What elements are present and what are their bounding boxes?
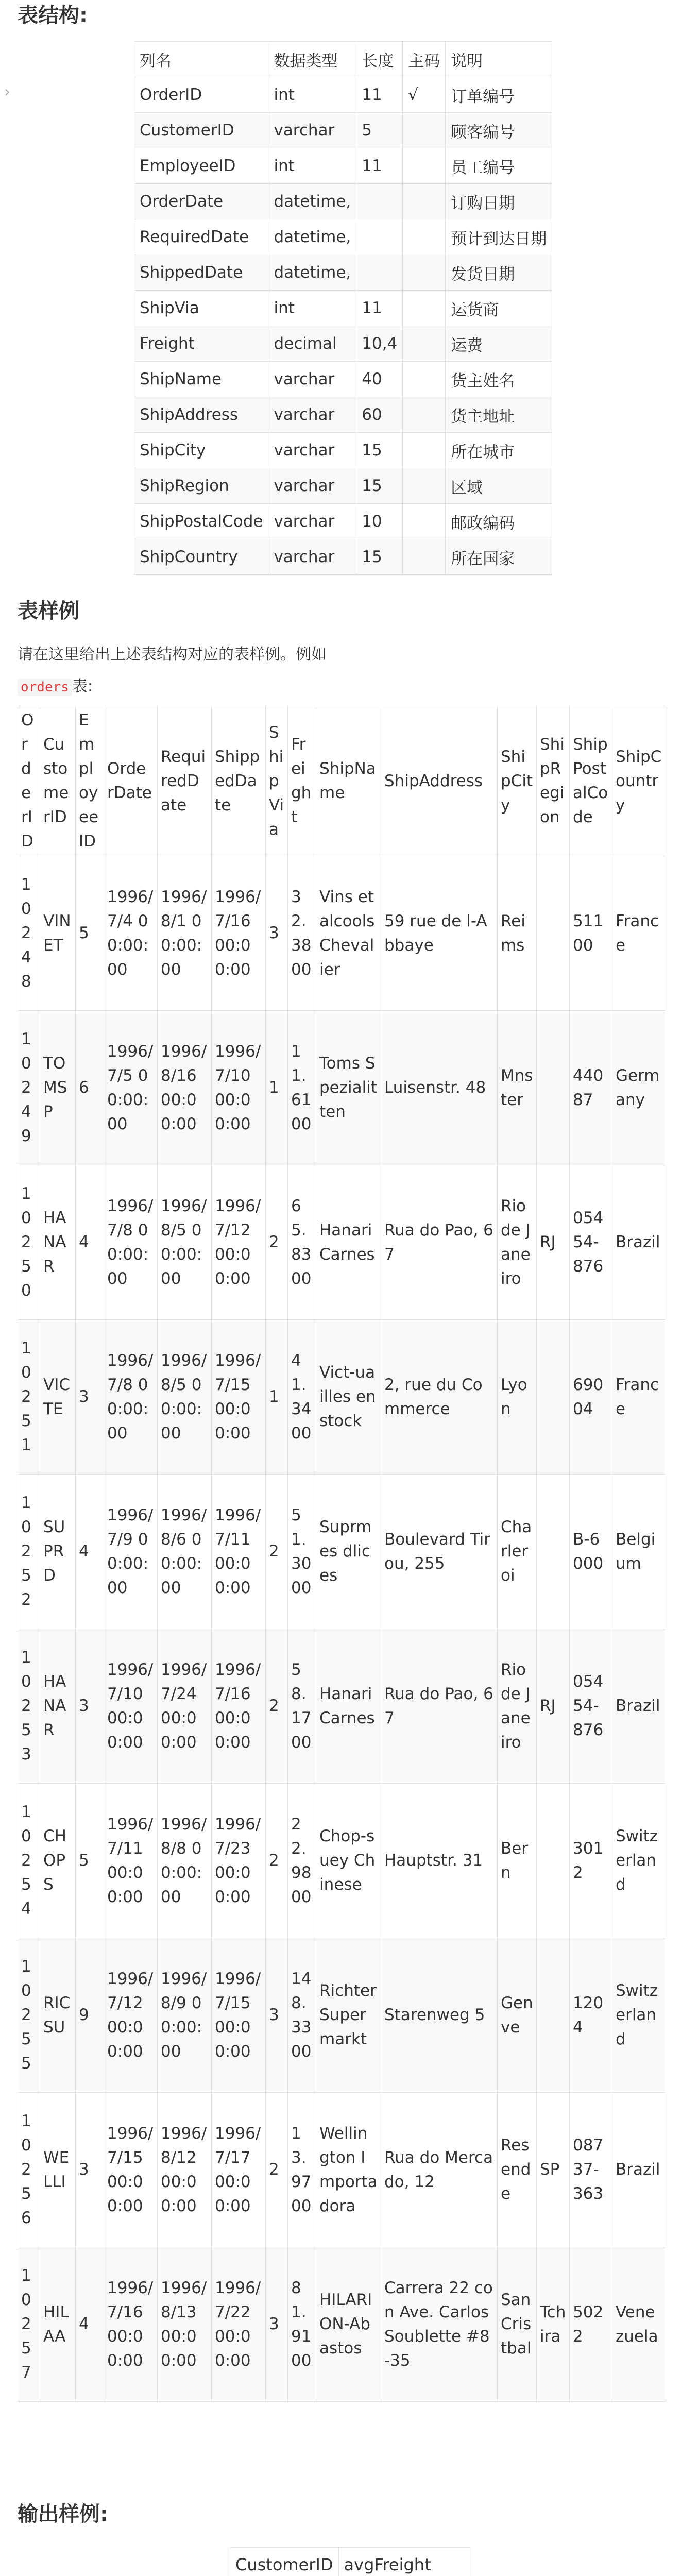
schema-cell (403, 148, 446, 184)
sample-row (18, 1475, 666, 1629)
schema-cell: 订单编号 (446, 77, 552, 113)
schema-cell: 10 (356, 504, 403, 539)
schema-cell: 10,4 (356, 326, 403, 362)
sample-cell: 4 (76, 1475, 104, 1629)
schema-cell: 所在城市 (446, 433, 552, 468)
schema-cell: 发货日期 (446, 255, 552, 291)
sample-cell (537, 1320, 570, 1475)
sample-cell: 1 (266, 1011, 288, 1165)
sample-cell: 10255 (18, 1938, 40, 2093)
schema-row (134, 77, 552, 113)
sample-cell: WELLI (40, 2093, 76, 2247)
schema-row (134, 148, 552, 184)
schema-cell: datetime, (268, 219, 356, 255)
sample-cell: Rua do Mercado, 12 (381, 2093, 498, 2247)
sample-cell: 81.9100 (288, 2247, 316, 2402)
sample-cell: 1996/8/1 00:00:00 (158, 856, 212, 1011)
sample-cell: Mnster (498, 1011, 537, 1165)
schema-cell: varchar (268, 433, 356, 468)
sample-cell: Richter Supermarkt (316, 1938, 381, 2093)
sample-cell: 05454-876 (570, 1165, 612, 1320)
sample-cell: 1996/7/23 00:00:00 (212, 1784, 266, 1938)
schema-row (134, 362, 552, 397)
sample-cell: 65.8300 (288, 1165, 316, 1320)
sample-cell: Brazil (612, 1629, 666, 1784)
schema-row (134, 219, 552, 255)
schema-cell: ShipName (134, 362, 268, 397)
schema-header-cell: 长度 (356, 42, 403, 77)
schema-cell (403, 539, 446, 575)
sample-row (18, 1011, 666, 1165)
sample-header-cell: ShipCity (498, 706, 537, 856)
sample-cell: CHOPS (40, 1784, 76, 1938)
sample-table (18, 706, 666, 2402)
sample-cell: 6 (76, 1011, 104, 1165)
sample-cell: 148.3300 (288, 1938, 316, 2093)
sample-cell: Brazil (612, 2093, 666, 2247)
schema-row (134, 113, 552, 148)
schema-row (134, 255, 552, 291)
schema-cell: 40 (356, 362, 403, 397)
sample-cell: 1996/8/6 00:00:00 (158, 1475, 212, 1629)
sample-cell: Suprmes dlices (316, 1475, 381, 1629)
schema-cell: 15 (356, 468, 403, 504)
sample-cell: Bern (498, 1784, 537, 1938)
sample-cell: 2, rue du Commerce (381, 1320, 498, 1475)
schema-header-cell: 列名 (134, 42, 268, 77)
sample-cell: France (612, 1320, 666, 1475)
sample-cell: 1996/7/8 00:00:00 (104, 1165, 158, 1320)
sample-cell: Rua do Pao, 67 (381, 1629, 498, 1784)
sample-cell: Chop-suey Chinese (316, 1784, 381, 1938)
sample-cell: 2 (266, 2093, 288, 2247)
sample-heading: 表样例 (18, 599, 79, 623)
sample-cell: 1996/7/17 00:00:00 (212, 2093, 266, 2247)
sample-header-cell: ShipVia (266, 706, 288, 856)
schema-cell: OrderDate (134, 184, 268, 219)
sample-cell: 3 (266, 2247, 288, 2402)
sample-cell: 1996/7/12 00:00:00 (212, 1165, 266, 1320)
schema-cell: ShipCountry (134, 539, 268, 575)
sample-cell: 9 (76, 1938, 104, 2093)
sample-row (18, 1165, 666, 1320)
sample-cell (537, 1938, 570, 2093)
schema-cell: decimal (268, 326, 356, 362)
sample-cell: 41.3400 (288, 1320, 316, 1475)
schema-cell: 订购日期 (446, 184, 552, 219)
sample-cell: SUPRD (40, 1475, 76, 1629)
sample-cell: 10253 (18, 1629, 40, 1784)
sample-cell: 1204 (570, 1938, 612, 2093)
schema-cell (403, 468, 446, 504)
schema-row (134, 468, 552, 504)
schema-cell (403, 326, 446, 362)
sample-header-cell: OrderDate (104, 706, 158, 856)
sample-header-cell: ShipCountry (612, 706, 666, 856)
sample-cell: Hauptstr. 31 (381, 1784, 498, 1938)
sample-header-cell: RequiredDate (158, 706, 212, 856)
sample-row (18, 1320, 666, 1475)
sample-cell (537, 1475, 570, 1629)
sample-cell: B-6000 (570, 1475, 612, 1629)
sample-row (18, 2247, 666, 2402)
sample-cell: 1996/7/11 00:00:00 (212, 1475, 266, 1629)
sample-cell: 3 (266, 1938, 288, 2093)
schema-cell: 区域 (446, 468, 552, 504)
sample-cell: 05454-876 (570, 1629, 612, 1784)
sample-header-cell: OrderID (18, 706, 40, 856)
schema-cell: datetime, (268, 184, 356, 219)
sample-row (18, 1784, 666, 1938)
schema-cell: varchar (268, 397, 356, 433)
schema-cell: 预计到达日期 (446, 219, 552, 255)
sample-cell: RJ (537, 1165, 570, 1320)
schema-cell: 5 (356, 113, 403, 148)
sample-header-cell: Freight (288, 706, 316, 856)
sample-cell: Lyon (498, 1320, 537, 1475)
sample-cell: 10251 (18, 1320, 40, 1475)
sample-cell: 10248 (18, 856, 40, 1011)
sample-cell: Boulevard Tirou, 255 (381, 1475, 498, 1629)
sample-cell (537, 856, 570, 1011)
schema-cell: ShipVia (134, 291, 268, 326)
sample-cell: Luisenstr. 48 (381, 1011, 498, 1165)
sample-cell: 1996/8/5 00:00:00 (158, 1165, 212, 1320)
sample-cell: 10250 (18, 1165, 40, 1320)
sample-cell: 1996/7/16 00:00:00 (104, 2247, 158, 2402)
sample-cell: 22.9800 (288, 1784, 316, 1938)
schema-cell (403, 255, 446, 291)
schema-cell: √ (403, 77, 446, 113)
sample-cell: 58.1700 (288, 1629, 316, 1784)
sample-cell: 1996/8/12 00:00:00 (158, 2093, 212, 2247)
schema-cell: 货主姓名 (446, 362, 552, 397)
sample-cell: 1996/7/15 00:00:00 (212, 1320, 266, 1475)
schema-cell: 15 (356, 433, 403, 468)
schema-cell: varchar (268, 113, 356, 148)
sample-cell: Genve (498, 1938, 537, 2093)
sample-cell: 10249 (18, 1011, 40, 1165)
sample-header-cell: ShipAddress (381, 706, 498, 856)
schema-cell: 60 (356, 397, 403, 433)
sample-row (18, 856, 666, 1011)
sample-cell: 1996/8/5 00:00:00 (158, 1320, 212, 1475)
sample-cell: 2 (266, 1165, 288, 1320)
sample-cell: HILAA (40, 2247, 76, 2402)
sample-cell: RICSU (40, 1938, 76, 2093)
schema-cell: 顾客编号 (446, 113, 552, 148)
schema-cell: 15 (356, 539, 403, 575)
schema-cell: 运费 (446, 326, 552, 362)
sample-cell: Germany (612, 1011, 666, 1165)
sample-cell: 4 (76, 1165, 104, 1320)
schema-cell: varchar (268, 504, 356, 539)
schema-row (134, 291, 552, 326)
schema-cell: ShipCity (134, 433, 268, 468)
schema-cell (403, 397, 446, 433)
schema-cell: ShipRegion (134, 468, 268, 504)
sample-cell: 1996/7/22 00:00:00 (212, 2247, 266, 2402)
schema-header-cell: 数据类型 (268, 42, 356, 77)
sample-cell: Wellington Importadora (316, 2093, 381, 2247)
schema-cell: int (268, 148, 356, 184)
schema-cell: int (268, 77, 356, 113)
schema-cell: ShippedDate (134, 255, 268, 291)
schema-cell: CustomerID (134, 113, 268, 148)
sample-header-cell: EmployeeID (76, 706, 104, 856)
sample-cell: 1996/7/9 00:00:00 (104, 1475, 158, 1629)
sample-cell: Hanari Carnes (316, 1629, 381, 1784)
sample-cell: 1996/7/16 00:00:00 (212, 1629, 266, 1784)
schema-header-row (134, 42, 552, 77)
sample-cell: Rio de Janeiro (498, 1629, 537, 1784)
sample-cell: Rua do Pao, 67 (381, 1165, 498, 1320)
sample-cell: 11.6100 (288, 1011, 316, 1165)
sample-cell: SP (537, 2093, 570, 2247)
sample-cell: 10252 (18, 1475, 40, 1629)
schema-cell: 员工编号 (446, 148, 552, 184)
schema-row (134, 397, 552, 433)
sample-cell: Charleroi (498, 1475, 537, 1629)
schema-cell (356, 255, 403, 291)
schema-cell: datetime, (268, 255, 356, 291)
expand-arrow-icon[interactable]: › (4, 83, 10, 101)
schema-row (134, 433, 552, 468)
sample-cell: 3012 (570, 1784, 612, 1938)
sample-cell: 1996/7/10 00:00:00 (212, 1011, 266, 1165)
schema-cell: varchar (268, 362, 356, 397)
sample-cell (537, 1784, 570, 1938)
schema-cell: 运货商 (446, 291, 552, 326)
sample-cell: HANAR (40, 1629, 76, 1784)
schema-cell (403, 433, 446, 468)
sample-cell: France (612, 856, 666, 1011)
sample-cell: 1996/8/13 00:00:00 (158, 2247, 212, 2402)
sample-cell: 13.9700 (288, 2093, 316, 2247)
schema-row (134, 326, 552, 362)
sample-cell: 3 (76, 2093, 104, 2247)
schema-cell (403, 184, 446, 219)
schema-row (134, 504, 552, 539)
schema-cell (356, 184, 403, 219)
sample-cell: 3 (266, 856, 288, 1011)
sample-cell: 10257 (18, 2247, 40, 2402)
sample-cell: 1996/7/15 00:00:00 (104, 2093, 158, 2247)
sample-cell: 69004 (570, 1320, 612, 1475)
sample-cell: 2 (266, 1784, 288, 1938)
sample-cell: 1996/7/11 00:00:00 (104, 1784, 158, 1938)
schema-cell: int (268, 291, 356, 326)
sample-cell: 1 (266, 1320, 288, 1475)
output-header-cell: CustomerID (230, 2548, 339, 2576)
sample-cell: 08737-363 (570, 2093, 612, 2247)
sample-cell: VICTE (40, 1320, 76, 1475)
sample-cell: 5 (76, 856, 104, 1011)
sample-cell: Brazil (612, 1165, 666, 1320)
sample-cell: TOMSP (40, 1011, 76, 1165)
sample-row (18, 2093, 666, 2247)
schema-header-cell: 说明 (446, 42, 552, 77)
sample-cell: 10254 (18, 1784, 40, 1938)
sample-cell: 5022 (570, 2247, 612, 2402)
schema-row (134, 184, 552, 219)
sample-cell: 3 (76, 1320, 104, 1475)
sample-cell: Switzerland (612, 1784, 666, 1938)
sample-row (18, 1938, 666, 2093)
sample-cell: 1996/8/16 00:00:00 (158, 1011, 212, 1165)
schema-header-cell: 主码 (403, 42, 446, 77)
schema-cell: ShipPostalCode (134, 504, 268, 539)
schema-table (134, 41, 552, 575)
sample-cell: Hanari Carnes (316, 1165, 381, 1320)
schema-cell (403, 504, 446, 539)
sample-header-cell: ShipRegion (537, 706, 570, 856)
schema-cell: 所在国家 (446, 539, 552, 575)
schema-row (134, 539, 552, 575)
sample-cell: Switzerland (612, 1938, 666, 2093)
schema-cell: OrderID (134, 77, 268, 113)
sample-cell: 4 (76, 2247, 104, 2402)
sample-cell: VINET (40, 856, 76, 1011)
sample-cell: 1996/7/12 00:00:00 (104, 1938, 158, 2093)
schema-cell: varchar (268, 468, 356, 504)
sample-header-cell: CustomerID (40, 706, 76, 856)
sample-header-cell: ShipPostalCode (570, 706, 612, 856)
sample-header-cell: ShippedDate (212, 706, 266, 856)
schema-cell: 11 (356, 148, 403, 184)
sample-cell: 5 (76, 1784, 104, 1938)
sample-cell: Carrera 22 con Ave. Carlos Soublette #8-35 (381, 2247, 498, 2402)
sample-cell (537, 1011, 570, 1165)
schema-cell: EmployeeID (134, 148, 268, 184)
sample-cell: HANAR (40, 1165, 76, 1320)
sample-cell: Rio de Janeiro (498, 1165, 537, 1320)
sample-cell: 51.3000 (288, 1475, 316, 1629)
sample-cell: 32.3800 (288, 856, 316, 1011)
sample-cell: San Cristbal (498, 2247, 537, 2402)
sample-cell: 3 (76, 1629, 104, 1784)
sample-cell: 2 (266, 1629, 288, 1784)
sample-cell: 59 rue de l-Abbaye (381, 856, 498, 1011)
sample-cell: Vict-uailles en stock (316, 1320, 381, 1475)
sample-cell: 1996/7/10 00:00:00 (104, 1629, 158, 1784)
sample-cell: 1996/8/8 00:00:00 (158, 1784, 212, 1938)
sample-cell: 1996/8/9 00:00:00 (158, 1938, 212, 2093)
schema-cell (403, 291, 446, 326)
sample-cell: HILARION-Abastos (316, 2247, 381, 2402)
schema-cell (403, 113, 446, 148)
sample-cell: 44087 (570, 1011, 612, 1165)
sample-cell: 1996/7/4 00:00:00 (104, 856, 158, 1011)
sample-cell: Tchira (537, 2247, 570, 2402)
output-header-cell: avgFreight (338, 2548, 470, 2576)
sample-cell: 1996/7/16 00:00:00 (212, 856, 266, 1011)
schema-heading: 表结构: (18, 4, 88, 27)
sample-cell: 1996/7/15 00:00:00 (212, 1938, 266, 2093)
sample-cell: Starenweg 5 (381, 1938, 498, 2093)
sample-cell: 51100 (570, 856, 612, 1011)
schema-cell: 11 (356, 291, 403, 326)
schema-cell: ShipAddress (134, 397, 268, 433)
sample-cell: Venezuela (612, 2247, 666, 2402)
schema-cell: varchar (268, 539, 356, 575)
schema-cell: 货主地址 (446, 397, 552, 433)
table-name-code: orders (18, 679, 72, 696)
sample-cell: 10256 (18, 2093, 40, 2247)
sample-cell: Toms Spezialitten (316, 1011, 381, 1165)
sample-cell: 2 (266, 1475, 288, 1629)
sample-cell: Resende (498, 2093, 537, 2247)
schema-cell: 邮政编码 (446, 504, 552, 539)
sample-cell: 1996/7/8 00:00:00 (104, 1320, 158, 1475)
sample-header-cell: ShipName (316, 706, 381, 856)
output-table (230, 2547, 470, 2576)
output-header-row (230, 2548, 470, 2576)
sample-row (18, 1629, 666, 1784)
schema-cell (403, 219, 446, 255)
table-name-suffix: 表: (72, 677, 93, 696)
schema-cell: Freight (134, 326, 268, 362)
sample-cell: Reims (498, 856, 537, 1011)
sample-cell: 1996/7/5 00:00:00 (104, 1011, 158, 1165)
sample-cell: Belgium (612, 1475, 666, 1629)
output-heading: 输出样例: (18, 2502, 108, 2526)
sample-intro-text: 请在这里给出上述表结构对应的表样例。例如 (18, 646, 327, 664)
schema-cell: RequiredDate (134, 219, 268, 255)
sample-cell: RJ (537, 1629, 570, 1784)
sample-header-row (18, 706, 666, 856)
table-name-line (18, 675, 93, 699)
sample-cell: Vins et alcools Chevalier (316, 856, 381, 1011)
schema-cell (403, 362, 446, 397)
schema-cell (356, 219, 403, 255)
schema-cell: 11 (356, 77, 403, 113)
sample-cell: 1996/7/24 00:00:00 (158, 1629, 212, 1784)
